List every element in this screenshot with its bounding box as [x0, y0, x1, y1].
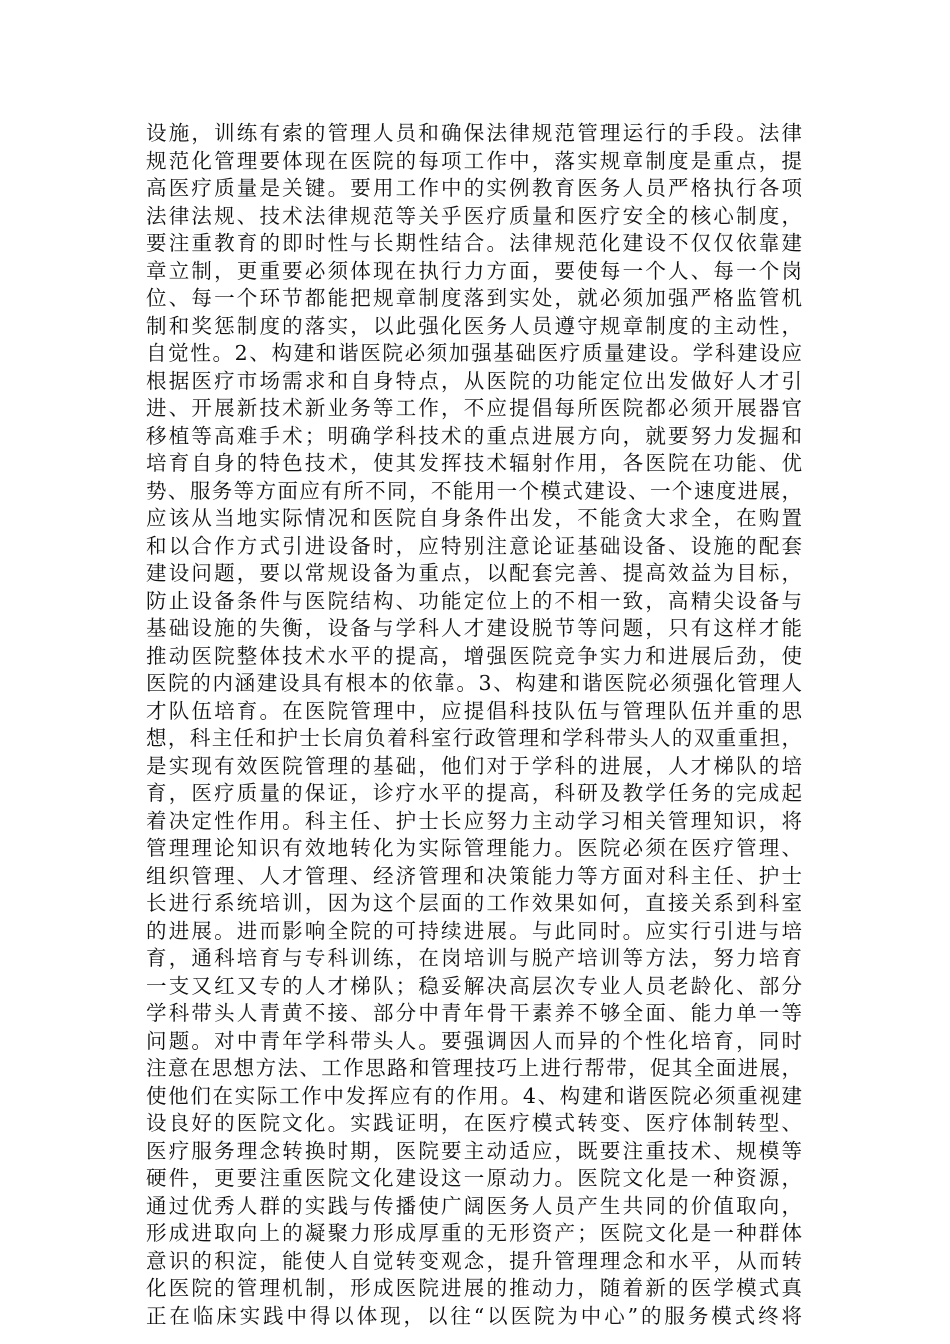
text-line: 组织管理、人才管理、经济管理和决策能力等方面对科主任、护士 [146, 863, 802, 888]
text-line: 着决定性作用。科主任、护士长应努力主动学习相关管理知识，将 [146, 808, 802, 833]
text-line: 法律法规、技术法律规范等关乎医疗质量和医疗安全的核心制度， [146, 203, 802, 228]
text-line: 自觉性。2、构建和谐医院必须加强基础医疗质量建设。学科建设应 [146, 341, 802, 365]
text-line: 意识的积淀，能使人自觉转变观念，提升管理理念和水平，从而转 [146, 1248, 802, 1273]
text-line: 防止设备条件与医院结构、功能定位上的不相一致，高精尖设备与 [146, 588, 802, 613]
text-line: 规范化管理要体现在医院的每项工作中，落实规章制度是重点，提 [146, 148, 802, 173]
text-line: 推动医院整体技术水平的提高，增强医院竞争实力和进展后劲，使 [146, 643, 802, 668]
text-line: 育，通科培育与专科训练，在岗培训与脱产培训等方法，努力培育 [146, 946, 802, 970]
text-line: 医院的内涵建设具有根本的依靠。3、构建和谐医院必须强化管理人 [146, 671, 802, 695]
text-line: 医疗服务理念转换时期，医院要主动适应，既要注重技术、规模等 [146, 1138, 802, 1163]
text-line: 长进行系统培训，因为这个层面的工作效果如何，直接关系到科室 [146, 891, 802, 915]
text-line: 想，科主任和护士长肩负着科室行政管理和学科带头人的双重重担， [146, 726, 802, 750]
text-line: 移植等高难手术；明确学科技术的重点进展方向，就要努力发掘和 [146, 423, 802, 448]
text-line: 建设问题，要以常规设备为重点，以配套完善、提高效益为目标， [146, 561, 802, 585]
text-line: 的进展。进而影响全院的可持续进展。与此同时。应实行引进与培 [146, 918, 802, 943]
text-line: 势、服务等方面应有所不同，不能用一个模式建设、一个速度进展， [146, 478, 802, 503]
text-line: 应该从当地实际情况和医院自身条件出发，不能贪大求全，在购置 [146, 506, 802, 530]
text-line: 培育自身的特色技术，使其发挥技术辐射作用，各医院在功能、优 [146, 451, 802, 475]
text-line: 使他们在实际工作中发挥应有的作用。4、构建和谐医院必须重视建 [146, 1083, 802, 1108]
text-line: 化医院的管理机制，形成医院进展的推动力，随着新的医学模式真 [146, 1276, 802, 1300]
text-line: 章立制，更重要必须体现在执行力方面，要使每一个人、每一个岗 [146, 258, 802, 283]
text-line: 正在临床实践中得以体现，以往“以医院为中心”的服务模式终将 [146, 1303, 802, 1328]
text-line: 高医疗质量是关键。要用工作中的实例教育医务人员严格执行各项 [146, 176, 802, 200]
text-line: 一支又红又专的人才梯队；稳妥解决高层次专业人员老龄化、部分 [146, 973, 802, 998]
text-line: 学科带头人青黄不接、部分中青年骨干素养不够全面、能力单一等 [146, 1001, 802, 1025]
text-line: 育，医疗质量的保证，诊疗水平的提高，科研及教学任务的完成起 [146, 781, 802, 805]
text-line: 硬件，更要注重医院文化建设这一原动力。医院文化是一种资源， [146, 1166, 802, 1190]
body-text [146, 120, 802, 1330]
text-line: 通过优秀人群的实践与传播使广阔医务人员产生共同的价值取向， [146, 1193, 802, 1218]
text-line: 才队伍培育。在医院管理中，应提倡科技队伍与管理队伍并重的思 [146, 698, 802, 723]
text-line: 要注重教育的即时性与长期性结合。法律规范化建设不仅仅依靠建 [146, 231, 802, 255]
text-line: 管理理论知识有效地转化为实际管理能力。医院必须在医疗管理、 [146, 836, 802, 860]
text-line: 形成进取向上的凝聚力形成厚重的无形资产；医院文化是一种群体 [146, 1221, 802, 1245]
text-line: 问题。对中青年学科带头人。要强调因人而异的个性化培育，同时 [146, 1028, 802, 1053]
text-line: 和以合作方式引进设备时，应特别注意论证基础设备、设施的配套 [146, 533, 802, 558]
text-line: 注意在思想方法、工作思路和管理技巧上进行帮带，促其全面进展， [146, 1056, 802, 1080]
text-line: 是实现有效医院管理的基础，他们对于学科的进展，人才梯队的培 [146, 753, 802, 778]
text-line: 根据医疗市场需求和自身特点，从医院的功能定位出发做好人才引 [146, 368, 802, 393]
text-line: 设施，训练有索的管理人员和确保法律规范管理运行的手段。法律 [146, 121, 802, 145]
text-line: 基础设施的失衡，设备与学科人才建设脱节等问题，只有这样才能 [146, 616, 802, 640]
text-line: 位、每一个环节都能把规章制度落到实处，就必须加强严格监管机 [146, 286, 802, 310]
text-line: 制和奖惩制度的落实，以此强化医务人员遵守规章制度的主动性， [146, 313, 802, 338]
text-line: 进、开展新技术新业务等工作，不应提倡每所医院都必须开展器官 [146, 396, 802, 420]
text-line: 设良好的医院文化。实践证明，在医疗模式转变、医疗体制转型、 [146, 1111, 802, 1135]
